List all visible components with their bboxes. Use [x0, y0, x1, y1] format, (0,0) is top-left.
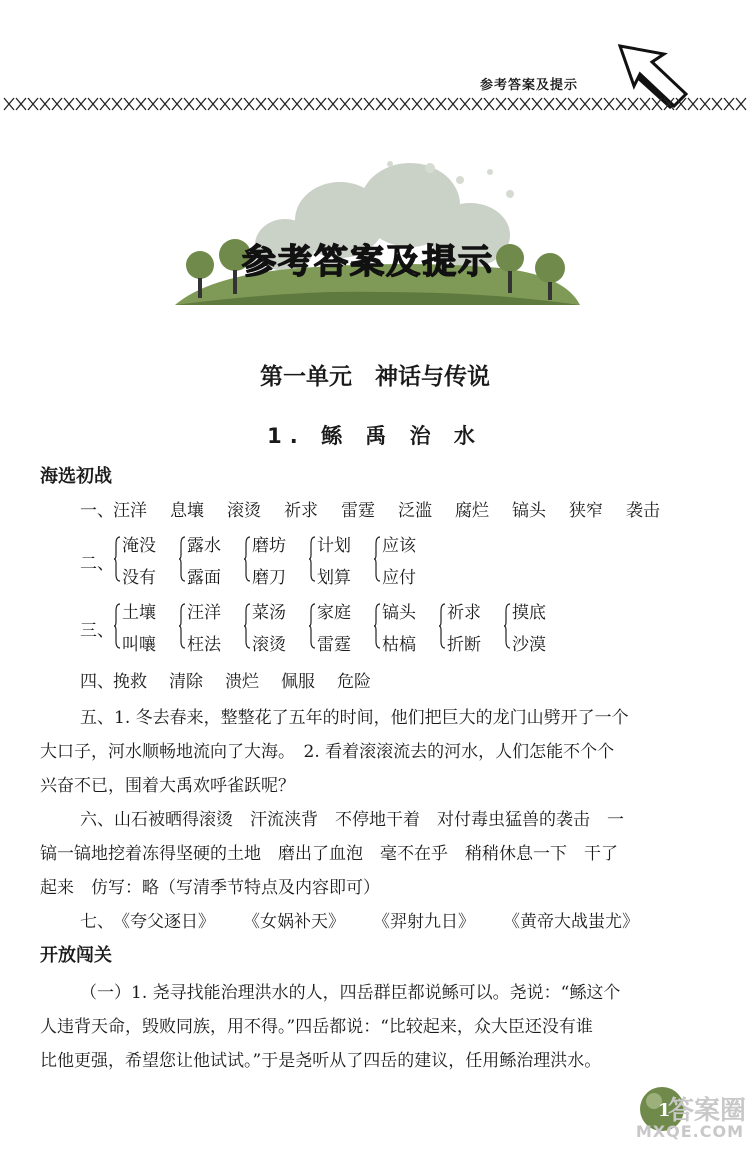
watermark	[620, 1090, 750, 1150]
q1-item: 雷霆	[341, 501, 375, 521]
lesson-title: 1. 鲧 禹 治 水	[267, 424, 483, 448]
q1-item: 袭击	[626, 501, 660, 521]
q7-item: 《黄帝大战蚩尤》	[503, 912, 639, 932]
brace	[244, 536, 251, 582]
q4-item: 佩服	[281, 672, 315, 692]
brace	[374, 536, 381, 582]
decorative-x-border	[0, 92, 750, 116]
watermark-text: 答案圈	[667, 1096, 746, 1126]
q6-line-2: 镐一镐地挖着冻得坚硬的土地 磨出了血泡 毫不在乎 稍稍休息一下 干了	[40, 844, 618, 864]
q1-item: 息壤	[170, 501, 204, 521]
banner-title: 参考答案及提示	[242, 242, 494, 282]
q4-item: 危险	[337, 672, 371, 692]
q3-word-bottom: 沙漠	[512, 635, 546, 655]
q3-word-top: 土壤	[122, 603, 156, 623]
q6-line-3: 起来 仿写：略（写清季节特点及内容即可）	[40, 878, 380, 898]
brace	[439, 603, 446, 649]
q1-item: 汪洋	[113, 501, 147, 521]
q1-number: 一、	[80, 501, 114, 521]
open-line-1: （一）1. 尧寻找能治理洪水的人，四岳群臣都说鲧可以。尧说：“鲧这个	[80, 983, 621, 1003]
brace	[374, 603, 381, 649]
unit-title: 第一单元 神话与传说	[260, 364, 490, 390]
q1-item: 腐烂	[455, 501, 489, 521]
q1-item: 滚烫	[227, 501, 261, 521]
open-line-2: 人违背天命，毁败同族，用不得。”四岳都说：“比较起来，众大臣还没有谁	[40, 1017, 593, 1037]
q4-item: 溃烂	[225, 672, 259, 692]
q3-word-bottom: 枉法	[187, 635, 221, 655]
q2-word-bottom: 露面	[187, 568, 221, 588]
brace	[179, 603, 186, 649]
q2-word-top: 淹没	[122, 536, 156, 556]
open-line-3: 比他更强，希望您让他试试。”于是尧听从了四岳的建议，任用鲧治理洪水。	[40, 1051, 602, 1071]
q3-word-top: 镐头	[382, 603, 416, 623]
q7-item: 《夸父逐日》	[113, 912, 215, 932]
brace	[309, 603, 316, 649]
q3-word-bottom: 枯槁	[382, 635, 416, 655]
q3-word-bottom: 叫嚷	[122, 635, 156, 655]
q3-word-top: 汪洋	[187, 603, 221, 623]
q1-item: 祈求	[284, 501, 318, 521]
running-header: 参考答案及提示	[480, 78, 579, 93]
q1-item: 狭窄	[569, 501, 603, 521]
q2-word-top: 应该	[382, 536, 416, 556]
q2-word-bottom: 没有	[122, 568, 156, 588]
q3-word-bottom: 滚烫	[252, 635, 286, 655]
q1-item: 泛滥	[398, 501, 432, 521]
q2-number: 二、	[80, 554, 114, 574]
q3-number: 三、	[80, 621, 114, 641]
q5-line-3: 兴奋不已，围着大禹欢呼雀跃呢？	[40, 776, 295, 796]
watermark-url: MXQE.COM	[635, 1122, 744, 1141]
brace	[504, 603, 511, 649]
q2-word-bottom: 应付	[382, 568, 416, 588]
brace	[244, 603, 251, 649]
q2-word-bottom: 磨刀	[252, 568, 286, 588]
q7-item: 《女娲补天》	[243, 912, 345, 932]
page-number: 1	[658, 1100, 671, 1121]
brace	[309, 536, 316, 582]
q7-item: 《羿射九日》	[373, 912, 475, 932]
q5-line-1: 五、1. 冬去春来，整整花了五年的时间，他们把巨大的龙门山劈开了一个	[80, 708, 629, 728]
q3-word-top: 祈求	[447, 603, 481, 623]
section-heading-2: 开放闯关	[40, 945, 112, 966]
q5-line-2: 大口子，河水顺畅地流向了大海。 2. 看着滚滚流去的河水，人们怎能不个个	[40, 742, 615, 762]
q1-item: 镐头	[512, 501, 546, 521]
q2-word-top: 露水	[187, 536, 221, 556]
section-heading-1: 海选初战	[40, 466, 112, 487]
q7-number: 七、	[80, 912, 114, 932]
q3-word-bottom: 折断	[447, 635, 481, 655]
q6-line-1: 六、山石被晒得滚烫 汗流浃背 不停地干着 对付毒虫猛兽的袭击 一	[80, 810, 624, 830]
q2-word-top: 磨坊	[252, 536, 286, 556]
q3-word-bottom: 雷霆	[317, 635, 351, 655]
brace	[179, 536, 186, 582]
q3-word-top: 家庭	[317, 603, 351, 623]
brace	[114, 536, 121, 582]
q3-word-top: 摸底	[512, 603, 546, 623]
q2-word-top: 计划	[317, 536, 351, 556]
q4-item: 挽救	[113, 672, 147, 692]
brace	[114, 603, 121, 649]
q2-word-bottom: 划算	[317, 568, 351, 588]
q3-word-top: 菜汤	[252, 603, 286, 623]
q4-number: 四、	[80, 672, 114, 692]
q4-item: 清除	[169, 672, 203, 692]
